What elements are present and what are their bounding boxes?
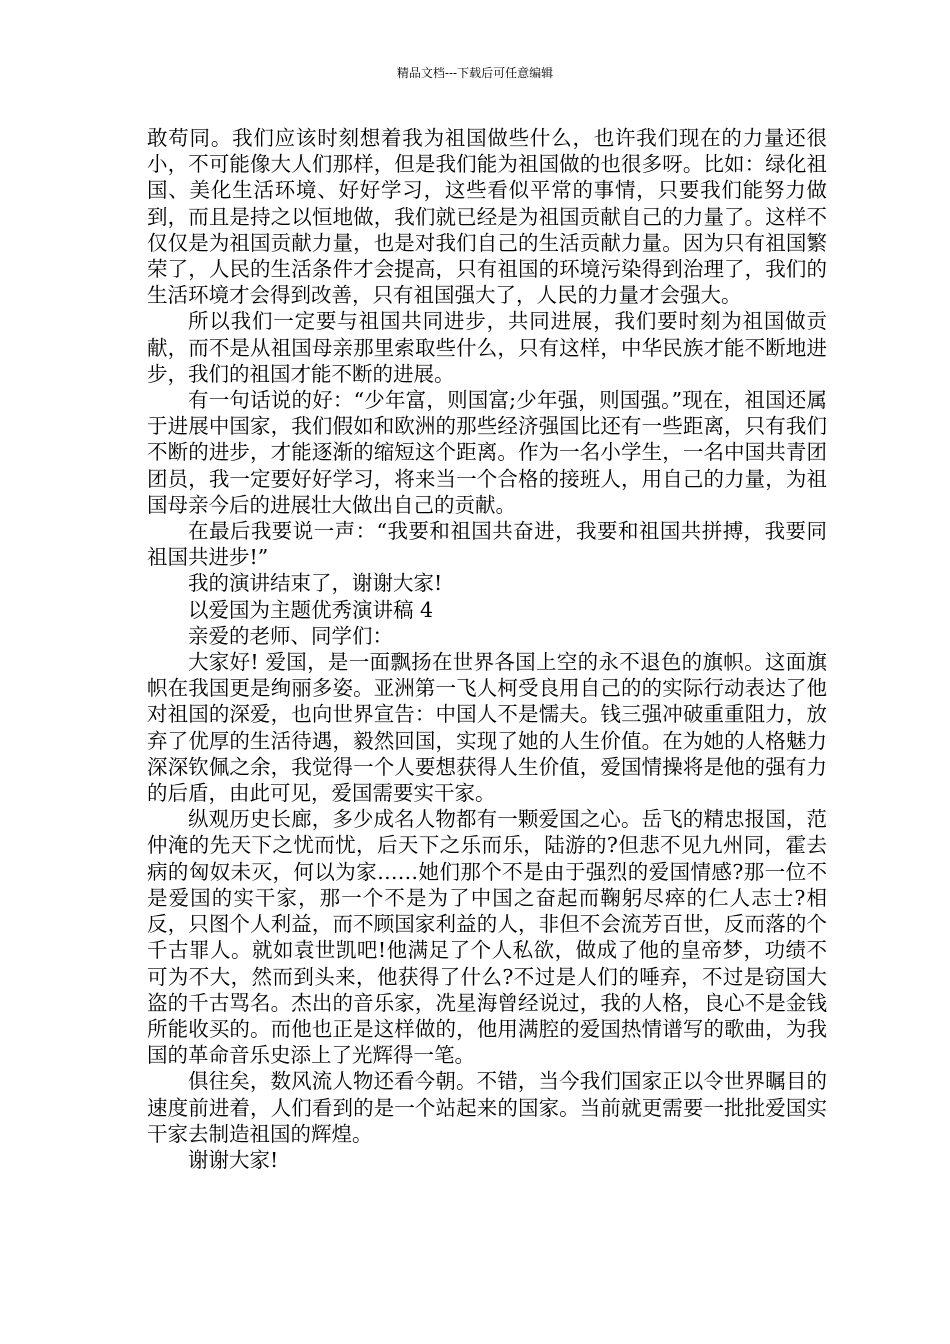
- paragraph-final-words: 在最后我要说一声：“我要和祖国共奋进，我要和祖国共拼搏，我要同祖国共进步!”: [147, 519, 827, 570]
- paragraph-history: 纵观历史长廊，多少成名人物都有一颗爱国之心。岳飞的精忠报国，范仲淹的先天下之忧而忧，后天下之乐而乐，陆游的?但悲不见九州同，霍去病的匈奴未灭，何以为家……她们那个不是由于强烈的爱国情感?那一位不是爱国的实干家，那一个不是为了中国之奋起而鞠躬尽瘁的仁人志士?相反，只图个人利益，而不顾国家利益的人，非但不会流芳百世，反而落的个千古罪人。就如袁世凯吧!他满足了个人私欲，做成了他的皇帝梦，功绩不可为不大，然而到头来，他获得了什么?不过是人们的唾弃，不过是窃国大盗的千古骂名。杰出的音乐家，冼星海曾经说过，我的人格，良心不是金钱所能收买的。而他也正是这样做的，他用满腔的爱国热情谱写的歌曲，为我国的革命音乐史添上了光辉得一笔。: [147, 807, 827, 1068]
- salutation: 亲爱的老师、同学们：: [188, 623, 393, 648]
- paragraph-saying: 有一句话说的好：“少年富，则国富;少年强，则国强。”现在，祖国还属于进展中国家，我们假如和欧洲的那些经济强国比还有一些距离，只有我们不断的进步，才能逐渐的缩短这个距离。作为一名小学生，一名中国共青团团员，我一定要好好学习，将来当一个合格的接班人，用自己的力量，为祖国母亲今后的进展壮大做出自己的贡献。: [147, 388, 827, 517]
- page-header: 精品文档---下载后可任意编辑: [396, 66, 554, 80]
- paragraph-greeting: 大家好! 爱国，是一面飘扬在世界各国上空的永不退色的旗帜。这面旗帜在我国更是绚丽多姿。亚洲第一飞人柯受良用自己的的实际行动表达了他对祖国的深爱，也向世界宣告：中国人不是懦夫。钱三强冲破重重阻力，放弃了优厚的生活待遇，毅然回国，实现了她的人生价值。在为她的人格魅力深深钦佩之余，我觉得一个人要想获得人生价值，爱国情操将是他的强有力的后盾，由此可见，爱国需要实干家。: [147, 650, 827, 806]
- paragraph-progress: 所以我们一定要与祖国共同进步，共同进展，我们要时刻为祖国做贡献，而不是从祖国母亲那里索取些什么，只有这样，中华民族才能不断地进步，我们的祖国才能不断的进展。: [147, 309, 827, 386]
- paragraph-closing-thanks: 我的演讲结束了，谢谢大家!: [188, 571, 443, 596]
- paragraph-thanks: 谢谢大家!: [188, 1147, 279, 1172]
- paragraph-today: 俱往矣，数风流人物还看今朝。不错，当今我们国家正以令世界瞩目的速度前进着，人们看到的是一个站起来的国家。当前就更需要一批批爱国实干家去制造祖国的辉煌。: [147, 1069, 827, 1146]
- section-title: 以爱国为主题优秀演讲稿 4: [188, 597, 434, 622]
- document-body: [147, 125, 827, 1173]
- paragraph-continuation: 敢苟同。我们应该时刻想着我为祖国做些什么，也许我们现在的力量还很小，不可能像大人们那样，但是我们能为祖国做的也很多呀。比如：绿化祖国、美化生活环境、好好学习，这些看似平常的事情，只要我们能努力做到，而且是持之以恒地做，我们就已经是为祖国贡献自己的力量了。这样不仅仅是为祖国贡献力量，也是对我们自己的生活贡献力量。因为只有祖国繁荣了，人民的生活条件才会提高，只有祖国的环境污染得到治理了，我们的生活环境才会得到改善，只有祖国强大了，人民的力量才会强大。: [147, 126, 827, 308]
